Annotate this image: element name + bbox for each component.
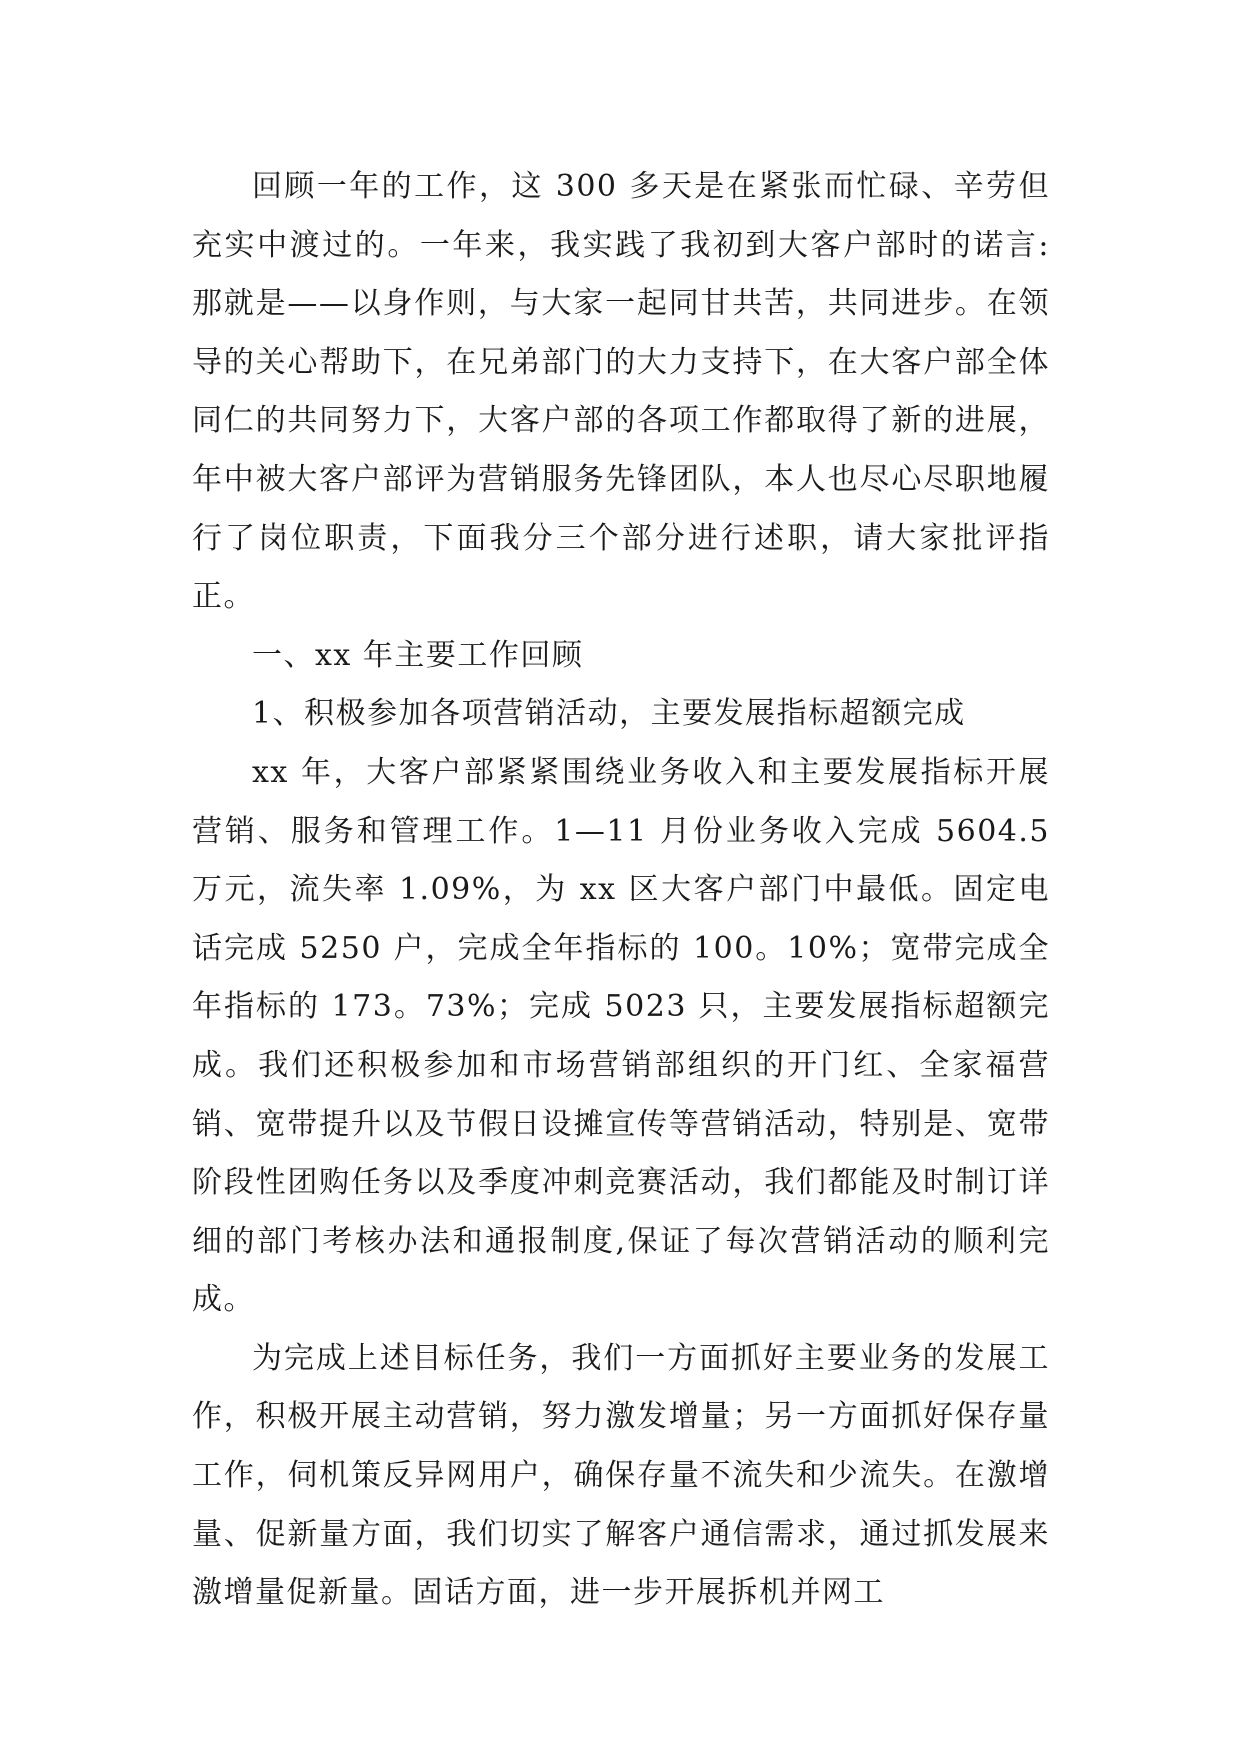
subsection-heading: 1、积极参加各项营销活动，主要发展指标超额完成 bbox=[252, 696, 966, 732]
paragraph-strategy: 为完成上述目标任务，我们一方面抓好主要业务的发展工作，积极开展主动营销，努力激发增量；另一方面抓好保存量工作，伺机策反异网用户，确保存量不流失和少流失。在激增量、促新量方面，我们切实了解客户通信需求，通过抓发展来激增量促新量。固话方面，进一步开展拆机并网工 bbox=[192, 1340, 1050, 1611]
document-body bbox=[192, 158, 1050, 1623]
section-heading: 一、xx 年主要工作回顾 bbox=[252, 637, 584, 673]
paragraph-performance: xx 年，大客户部紧紧围绕业务收入和主要发展指标开展营销、服务和管理工作。1—11 月份业务收入完成 5604.5 万元，流失率 1.09%，为 xx 区大客户部门中最低。固定电话完成 5250 户，完成全年指标的 100。10%；宽带完成全年指标的 173。73%；完成 5023 只，主要发展指标超额完成。我们还积极参加和市场营销部组织的开门红、全家福营销、宽带提升以及节假日设摊宣传等营销活动，特别是、宽带阶段性团购任务以及季度冲刺竞赛活动，我们都能及时制订详细的部门考核办法和通报制度,保证了每次营销活动的顺利完成。 bbox=[192, 754, 1050, 1318]
paragraph-intro: 回顾一年的工作，这 300 多天是在紧张而忙碌、辛劳但充实中渡过的。一年来，我实践了我初到大客户部时的诺言:那就是——以身作则，与大家一起同甘共苦，共同进步。在领导的关心帮助下，在兄弟部门的大力支持下，在大客户部全体同仁的共同努力下，大客户部的各项工作都取得了新的进展，年中被大客户部评为营销服务先锋团队，本人也尽心尽职地履行了岗位职责，下面我分三个部分进行述职，请大家批评指正。 bbox=[192, 169, 1050, 615]
